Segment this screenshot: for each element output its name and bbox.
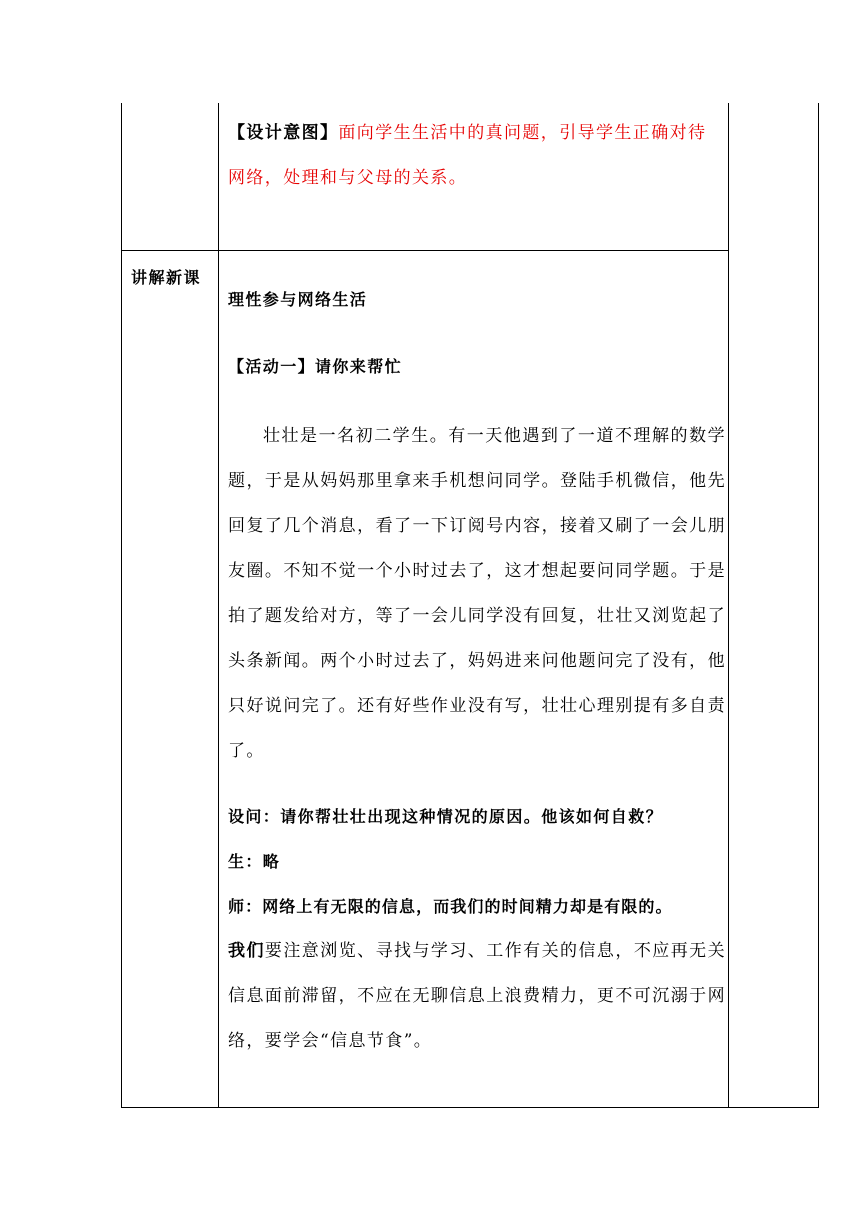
table-border-left — [121, 103, 122, 1108]
section-title: 理性参与网络生活 — [228, 290, 368, 309]
teacher-statement: 师：网络上有无限的信息，而我们的时间精力却是有限的。 — [228, 897, 673, 916]
design-intent-label: 【设计意图】 — [228, 123, 339, 143]
story-paragraph: 壮壮是一名初二学生。有一天他遇到了一道不理解的数学题，于是从妈妈那里拿来手机想问同学。登陆手机微信，他先回复了几个消息，看了一下订阅号内容，接着又刷了一会儿朋友圈。不知不觉一个小时过去了，这才想起要问同学题。于是拍了题发给对方，等了一会儿同学没有回复，壮壮又浏览起了头条新闻。两个小时过去了，妈妈进来问他题问完了没有，他只好说问完了。还有好些作业没有写，壮壮心理别提有多自责了。 — [228, 426, 726, 761]
table-border-bottom — [121, 1107, 819, 1108]
teacher-paragraph-lead: 我们 — [228, 941, 265, 961]
activity-label: 【活动一】请你来帮忙 — [228, 357, 403, 376]
table-divider-col1 — [218, 103, 219, 1108]
teacher-paragraph — [228, 929, 726, 1064]
design-intent-text: 面向学生生活中的真问题，引导学生正确对待 — [338, 123, 707, 143]
question-text: 设问：请你帮壮壮出现这种情况的原因。他该如何自救？ — [228, 807, 664, 826]
student-answer: 生：略 — [228, 852, 281, 871]
design-intent-line1 — [228, 118, 706, 143]
section-label: 讲解新课 — [131, 268, 202, 287]
design-intent-line2: 网络，处理和与父母的关系。 — [228, 168, 468, 188]
table-row-divider — [121, 250, 729, 251]
table-divider-col2 — [728, 103, 729, 1108]
table-border-right — [818, 103, 819, 1108]
teacher-paragraph-body: 要注意浏览、寻找与学习、工作有关的信息，不应再无关信息面前滞留，不应在无聊信息上浪费精力，更不可沉溺于网络，要学会“信息节食”。 — [228, 941, 727, 1051]
